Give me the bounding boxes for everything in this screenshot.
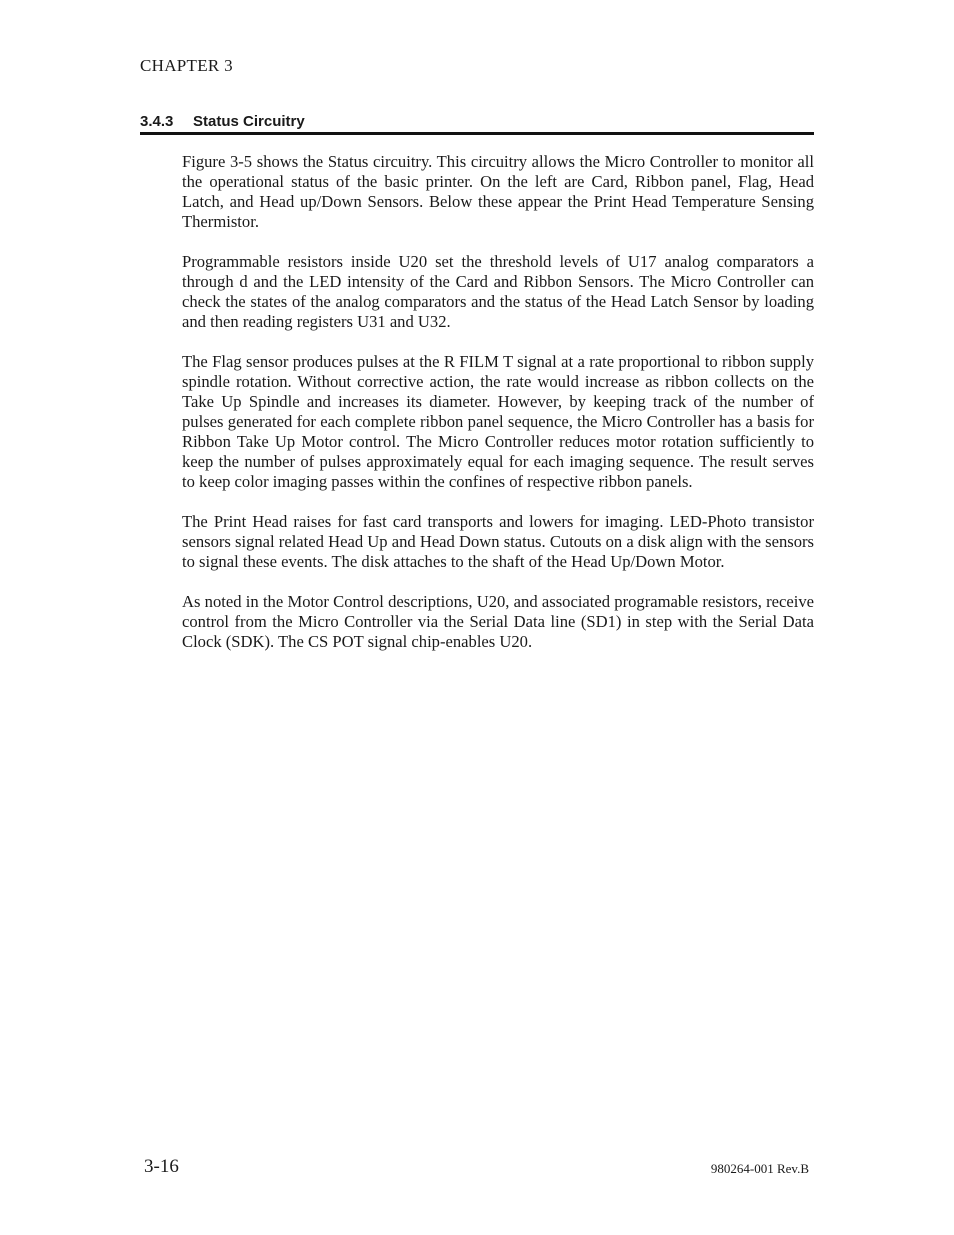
paragraph: As noted in the Motor Control descriptions, U20, and associated programable resistors, receive control from the Micro Controller via the Serial Data line (SD1) in step with the Serial Data Clock (SDK). The CS POT signal chip-enables U20. [182,592,814,651]
document-id: 980264-001 Rev.B [710,1161,809,1176]
paragraph: The Print Head raises for fast card transports and lowers for imaging. LED-Photo transistor sensors signal related Head Up and Head Down status. Cutouts on a disk align with the sensors to signal these events. The disk attaches to the shaft of the Head Up/Down Motor. [182,512,814,571]
chapter-header: CHAPTER 3 [140,56,233,75]
paragraph: Figure 3-5 shows the Status circuitry. This circuitry allows the Micro Controller to monitor all the operational status of the basic printer. On the left are Card, Ribbon panel, Flag, Head Latch, and Head up/Down Sensors. Below these appear the Print Head Temperature Sensing Thermistor. [182,152,814,231]
body-text [182,152,814,672]
paragraph: The Flag sensor produces pulses at the R FILM T signal at a rate proportional to ribbon supply spindle rotation. Without corrective action, the rate would increase as ribbon collects on the Take Up Spindle and increases its diameter. However, by keeping track of the number of pulses generated for each complete ribbon panel sequence, the Micro Controller has a basis for Ribbon Take Up Motor control. The Micro Controller reduces motor rotation sufficiently to keep the number of pulses approximately equal for each imaging sequence. The result serves to keep color imaging passes within the confines of respective ribbon panels. [182,352,814,491]
section-heading [140,113,814,135]
section-title: Status Circuitry [193,113,305,130]
page-number: 3-16 [144,1156,179,1177]
paragraph: Programmable resistors inside U20 set the threshold levels of U17 analog comparators a through d and the LED intensity of the Card and Ribbon Sensors. The Micro Controller can check the states of the analog comparators and the status of the Head Latch Sensor by loading and then reading registers U31 and U32. [182,252,814,331]
section-number: 3.4.3 [140,113,174,130]
